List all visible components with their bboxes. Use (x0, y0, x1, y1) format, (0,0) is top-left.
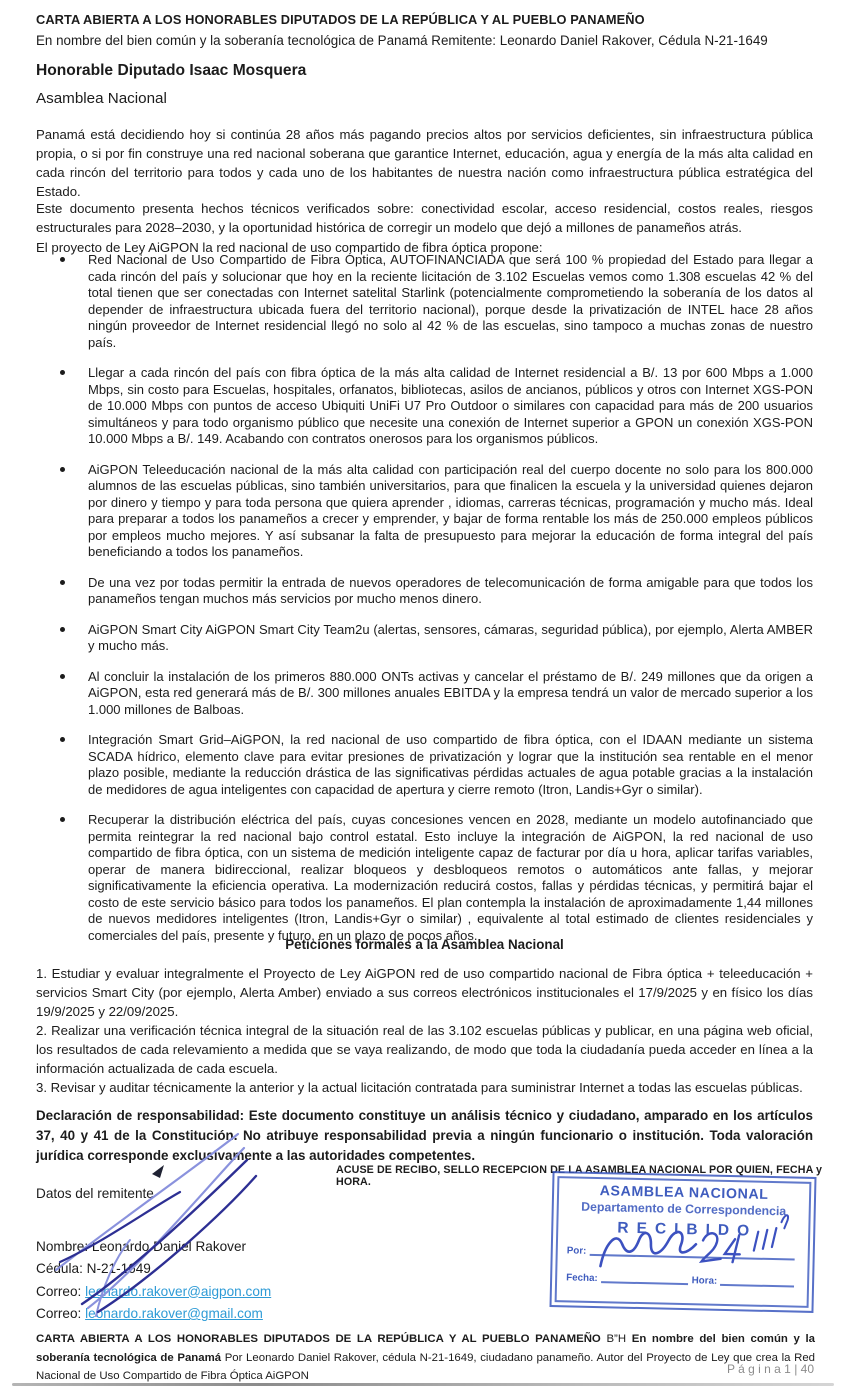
intro-paragraph-2: Este documento presenta hechos técnicos verificados sobre: conectividad escolar, acceso residencial, costos reales, riesgos estructurales para 2028–2030, y la oportunidad histórica de corregir un modelo que dejó a millones de panameños atrás. (36, 201, 813, 236)
sender-email-link-gmail[interactable]: leonardo.rakover@gmail.com (85, 1306, 263, 1321)
sender-email-row-2 (36, 1303, 271, 1326)
footer-seg-title: CARTA ABIERTA A LOS HONORABLES DIPUTADOS DE LA REPÚBLICA Y AL PUEBLO PANAMEÑO (36, 1333, 607, 1345)
stamp-por-row (558, 1243, 808, 1262)
petition-item-2: 2. Realizar una verificación técnica integral de la situación real de las 3.102 escuelas públicas y publicar, en una página web oficial, los resultados de cada relevamiento a medida que se vaya realizando, de modo que toda la ciudadanía pueda acceder en línea a la información actualizada de cada escuela. (36, 1023, 813, 1076)
bullet-dot-icon (60, 627, 65, 632)
bullet-dot-icon (60, 674, 65, 679)
bullet-item (36, 812, 813, 944)
bullet-dot-icon (60, 257, 65, 262)
sender-label: Datos del remitente (36, 1186, 154, 1201)
bullet-text: Red Nacional de Uso Compartido de Fibra Óptica, AUTOFINANCIADA que será 100 % propiedad del Estado para llegar a cada rincón del país y solucionar que hoy en la reciente licitación de 3.102 Escuelas vemos como 1.308 escuelas 42 % del total tienen que ser conectadas con Internet satelital Starlink (potencialmente comprometiendo la soberanía de los datos al depender de infraestructura ubicada fuera del territorio nacional), porque desde la privatización de INTEL hace 28 años ningún proveedor de Internet residencial llegó no solo al 42 % de las escuelas, sino tampoco a muchas zonas de nuestro país. (88, 252, 813, 350)
intro-paragraph-3: El proyecto de Ley AiGPON la red nacional de uso compartido de fibra óptica propone: (36, 240, 543, 256)
petitions-heading: Peticiones formales a la Asamblea Nacional (285, 937, 564, 952)
stamp-por-line (589, 1244, 795, 1261)
stamp-title: ASAMBLEA NACIONAL (599, 1183, 769, 1203)
acuse-de-recibo-label: ACUSE DE RECIBO, SELLO RECEPCION DE LA ASAMBLEA NACIONAL POR QUIEN, FECHA y HORA. (336, 1164, 823, 1188)
sender-email-row-1 (36, 1281, 271, 1304)
email-label: Correo: (36, 1283, 86, 1299)
stamp-hora-label: Hora: (691, 1275, 718, 1287)
stamp-received-label: RECIBIDO (617, 1219, 758, 1240)
recipient-name: Honorable Diputado Isaac Mosquera (36, 62, 307, 79)
petition-item-3: 3. Revisar y auditar técnicamente la anterior y la actual licitación contratada para suministrar Internet a todas las escuelas públicas. (36, 1080, 803, 1095)
stamp-por-label: Por: (566, 1245, 587, 1257)
sender-cedula: Cédula: N-21-1649 (36, 1261, 151, 1276)
scan-edge-artifact (12, 1383, 834, 1386)
bullet-dot-icon (60, 467, 65, 472)
page-subtitle: En nombre del bien común y la soberanía tecnológica de Panamá Remitente: Leonardo Daniel Rakover, Cédula N-21-1649 (36, 33, 768, 48)
bullet-item (36, 669, 813, 719)
responsibility-declaration: Declaración de responsabilidad: Este documento constituye un análisis técnico y ciudadano, amparado en los artículos 37, 40 y 41 de la Constitución. No atribuye responsabilidad previa a ningún funcionario o institución. Toda valoración jurídica corresponde exclusivamente a las autoridades competentes. (36, 1108, 813, 1163)
footer-seg-bh: B”H (606, 1333, 632, 1345)
bullet-text: De una vez por todas permitir la entrada de nuevos operadores de telecomunicación de forma amigable para que todos los panameños tengan muchos más servicios por mucho menos dinero. (88, 574, 813, 606)
bullet-dot-icon (60, 370, 65, 375)
footer-text (36, 1330, 815, 1386)
stamp-fecha-label: Fecha: (566, 1272, 598, 1285)
stamp-hora-line (720, 1274, 794, 1288)
stamp-fecha-hora-row (557, 1270, 807, 1289)
page-number: P á g i n a 1 | 40 (727, 1362, 814, 1376)
footer-seg-author: Por Leonardo Daniel Rakover, cédula N-21-1649, ciudadano panameño. Autor del Proyecto de Ley que crea la Red Nacional de Uso Compartido de Fibra Óptica AiGPON (36, 1351, 815, 1382)
bullet-dot-icon (60, 737, 65, 742)
stamp-department: Departamento de Correspondencia (581, 1199, 787, 1219)
sender-name: Nombre: Leonardo Daniel Rakover (36, 1238, 247, 1254)
page-title: CARTA ABIERTA A LOS HONORABLES DIPUTADOS DE LA REPÚBLICA Y AL PUEBLO PANAMEÑO (36, 12, 645, 27)
stamp-fecha-line (601, 1271, 688, 1285)
bullet-item (36, 732, 813, 798)
bullet-text: Llegar a cada rincón del país con fibra óptica de la más alta calidad de Internet residencial a B/. 13 por 600 Mbps a 1.000 Mbps, sin costo para Escuelas, hospitales, orfanatos, bibliotecas, asilos de ancianos, públicos y otros con Internet XGS-PON de 10.000 Mbps con puntos de acceso Ubiquiti UniFi U7 Pro Outdoor o similares con capacidad para más de 200 usuarios simultáneos y para todo organismo público que necesite una conexión de Internet superior a GPON un conexión XGS-PON 10.000 Mbps a B/. 149. Acabando con contratos onerosos para los organismos públicos. (88, 365, 813, 446)
bullet-text: Recuperar la distribución eléctrica del país, cuyas concesiones vencen en 2028, mediante un modelo autofinanciado que permita reintegrar la red nacional bajo control estatal. Esto incluye la integración de AiGPON, la red nacional de uso compartido de fibra óptica, con un sistema de medición inteligente capaz de facturar por día u hora, aplicar tarifas variables, operar de manera bidireccional, realizar bloqueos y desbloqueos remotos o automáticos ante fallas, y mejorar significativamente la eficiencia operativa. La modernización reducirá costos, fallas y pérdidas técnicas, y permitirá bajar el costo de este servicio básico para todos los panameños. El plan contempla la instalación de aproximadamente 1,44 millones de nuevos medidores inteligentes (Itron, Landis+Gyr o similar) , equivalente al total estimado de clientes residenciales y comerciales del país, presente y futuro, en un plazo de pocos años. (88, 812, 813, 943)
sender-block (36, 1183, 271, 1326)
bullet-item (36, 622, 813, 655)
footer-seg-motto: En nombre del bien común y la soberanía tecnológica de Panamá (36, 1333, 815, 1364)
bullet-item (36, 252, 813, 351)
bullet-text: AiGPON Teleeducación nacional de la más alta calidad con participación real del cuerpo docente no solo para los 800.000 alumnos de las escuelas públicas, sino también universitarios, para que finalicen la escuela y la universidad quienes dejaron por dinero y tiempo y para toda persona que quiera aprender , idiomas, carreras técnicas, programación y mucho más. Ideal para preparar a todos los panameños a crecer y emprender, y bajar de forma rentable los más de 250.000 empleos públicos por empleos mucho mejores. Y así subsanar la falta de presupuesto para mejorar la educación de forma integral del país beneficiando a todos los panameños. (88, 461, 813, 559)
institution-name: Asamblea Nacional (36, 90, 167, 107)
bullet-item (36, 575, 813, 608)
bullet-text: AiGPON Smart City AiGPON Smart City Team2u (alertas, sensores, cámaras, seguridad pública), por ejemplo, Alerta AMBER y mucho más. (88, 621, 813, 653)
intro-paragraph-1: Panamá está decidiendo hoy si continúa 28 años más pagando precios altos por servicios deficientes, sin infraestructura pública propia, o si por fin construye una red nacional soberana que garantice Internet, educación, agua y energía de la más alta calidad en cada rincón del territorio para todos y cada uno de los habitantes de nuestra nación como infraestructura pública estratégica del Estado. (36, 127, 813, 200)
bullet-text: Al concluir la instalación de los primeros 880.000 ONTs activas y cancelar el préstamo de B/. 249 millones que da origen a AiGPON, esta red generará más de B/. 300 millones anuales EBITDA y la empresa tendrá un valor de mercado superior a los 1.000 millones de Balboas. (88, 668, 813, 717)
sender-email-link-aigpon[interactable]: leonardo.rakover@aigpon.com (85, 1283, 272, 1299)
bullet-item (36, 365, 813, 448)
stamp-inner-border (555, 1176, 812, 1308)
proposal-bullet-list (36, 252, 813, 958)
reception-stamp (549, 1171, 816, 1313)
bullet-dot-icon (60, 580, 65, 585)
petition-item-1: 1. Estudiar y evaluar integralmente el Proyecto de Ley AiGPON red de uso compartido nacional de Fibra óptica + teleeducación + servicios Smart City (por ejemplo, Alerta Amber) enviado a sus correos electrónicos institucionales el 17/9/2025 y en físico los días 19/9/2025 y 22/09/2025. (36, 966, 813, 1019)
bullet-item (36, 462, 813, 561)
email-label: Correo: (36, 1306, 86, 1321)
bullet-text: Integración Smart Grid–AiGPON, la red nacional de uso compartido de fibra óptica, con el IDAAN mediante un sistema SCADA hídrico, elemento clave para evitar presiones de privatización y lograr que la institución sea rentable en el menor plazo posible, mediante la reducción drástica de las significativas pérdidas actuales de agua potable gracias a la instalación de medidores de agua inteligentes con capacidad de apertura y cierre remoto (Itron, Landis+Gyr o similar). (88, 732, 813, 797)
bullet-dot-icon (60, 817, 65, 822)
petition-items (36, 964, 813, 1097)
